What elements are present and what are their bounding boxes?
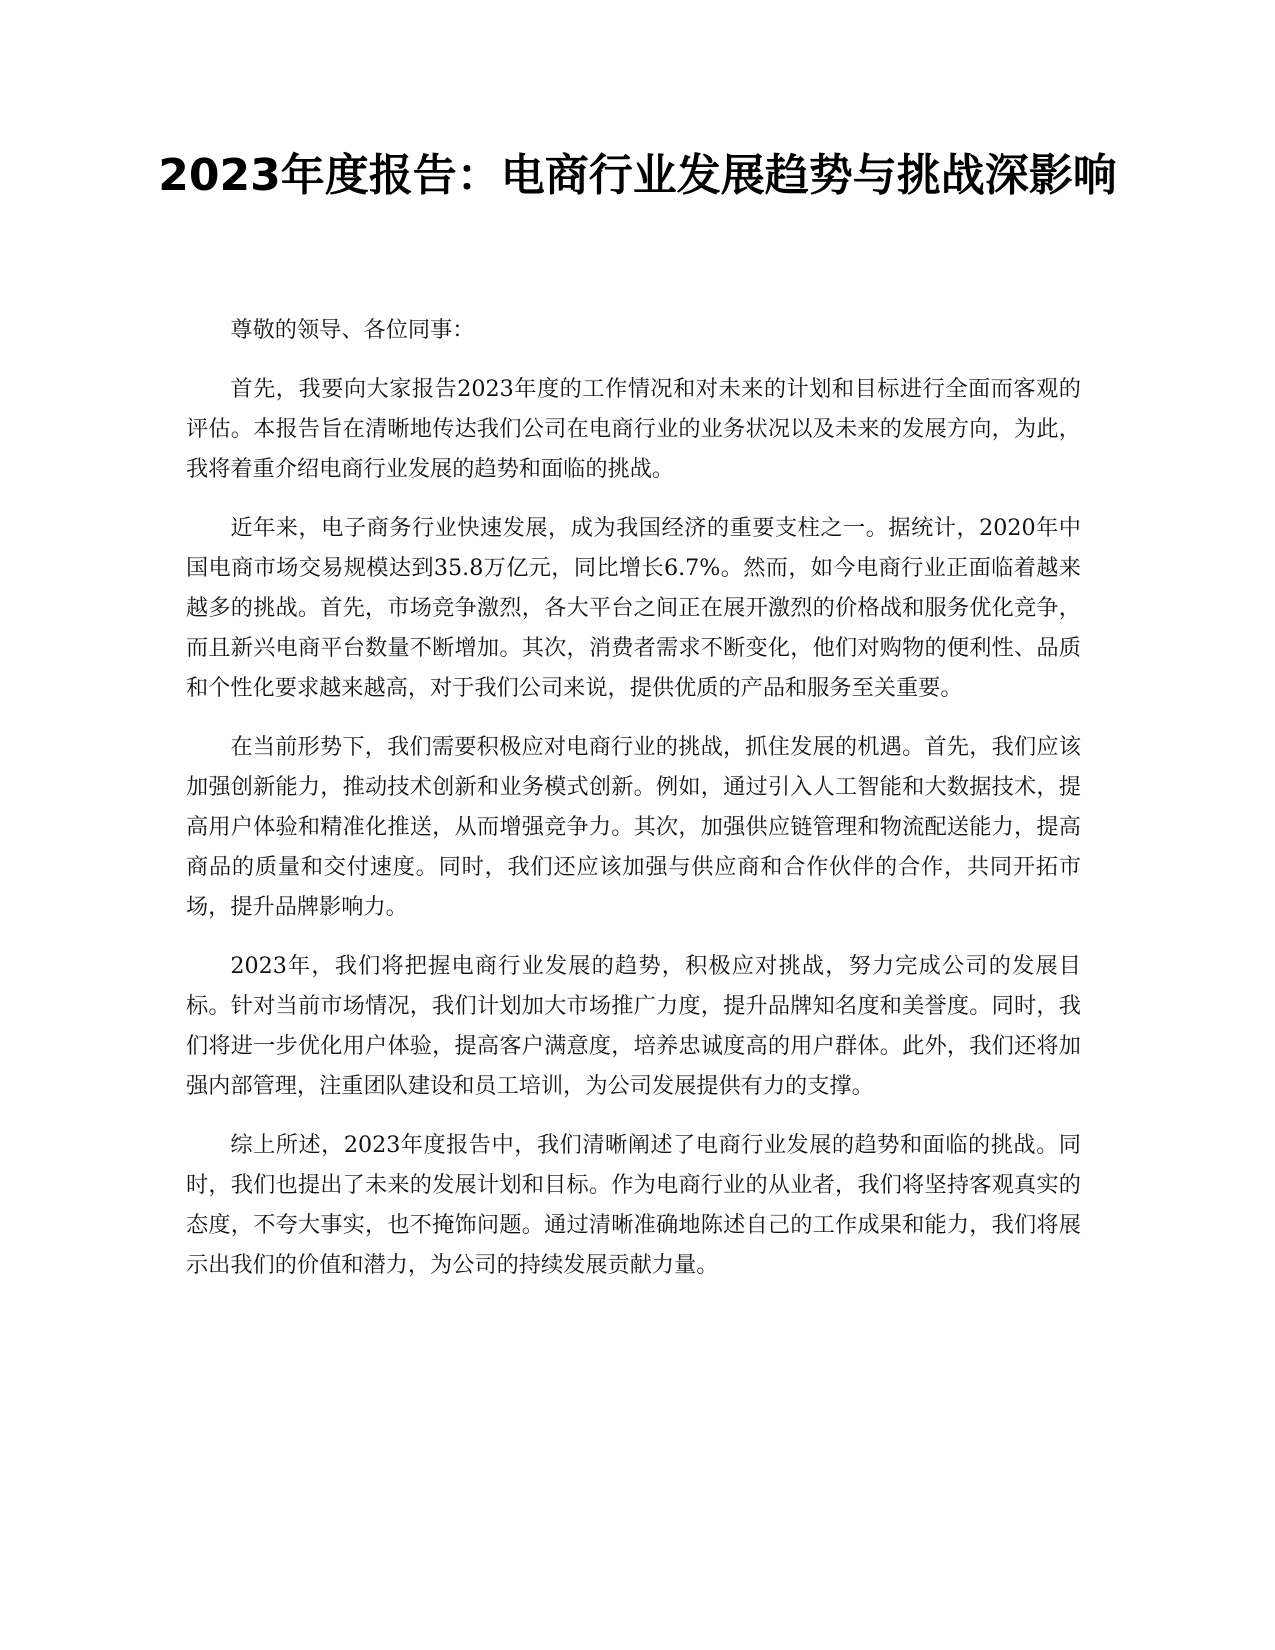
paragraph-conclusion: 综上所述，2023年度报告中，我们清晰阐述了电商行业发展的趋势和面临的挑战。同时，我们也提出了未来的发展计划和目标。作为电商行业的从业者，我们将坚持客观真实的态度，不夸大事实，也不掩饰问题。通过清晰准确地陈述自己的工作成果和能力，我们将展示出我们的价值和潜力，为公司的持续发展贡献力量。	[186, 1132, 1081, 1278]
salutation: 尊敬的领导、各位同事：	[230, 317, 475, 343]
paragraph-2023-plan: 2023年，我们将把握电商行业发展的趋势，积极应对挑战，努力完成公司的发展目标。针对当前市场情况，我们计划加大市场推广力度，提升品牌知名度和美誉度。同时，我们将进一步优化用户体验，提高客户满意度，培养忠诚度高的用户群体。此外，我们还将加强内部管理，注重团队建设和员工培训，为公司发展提供有力的支撑。	[186, 953, 1081, 1099]
document-body	[186, 310, 1081, 1304]
document-title: 2023年度报告：电商行业发展趋势与挑战深影响	[158, 150, 1117, 201]
paragraph-response-strategy: 在当前形势下，我们需要积极应对电商行业的挑战，抓住发展的机遇。首先，我们应该加强创新能力，推动技术创新和业务模式创新。例如，通过引入人工智能和大数据技术，提高用户体验和精准化推送，从而增强竞争力。其次，加强供应链管理和物流配送能力，提高商品的质量和交付速度。同时，我们还应该加强与供应商和合作伙伴的合作，共同开拓市场，提升品牌影响力。	[186, 734, 1081, 920]
paragraph-industry-overview: 近年来，电子商务行业快速发展，成为我国经济的重要支柱之一。据统计，2020年中国电商市场交易规模达到35.8万亿元，同比增长6.7%。然而，如今电商行业正面临着越来越多的挑战。首先，市场竞争激烈，各大平台之间正在展开激烈的价格战和服务优化竞争，而且新兴电商平台数量不断增加。其次，消费者需求不断变化，他们对购物的便利性、品质和个性化要求越来越高，对于我们公司来说，提供优质的产品和服务至关重要。	[186, 515, 1081, 701]
paragraph-intro: 首先，我要向大家报告2023年度的工作情况和对未来的计划和目标进行全面而客观的评估。本报告旨在清晰地传达我们公司在电商行业的业务状况以及未来的发展方向，为此，我将着重介绍电商行业发展的趋势和面临的挑战。	[186, 376, 1081, 482]
